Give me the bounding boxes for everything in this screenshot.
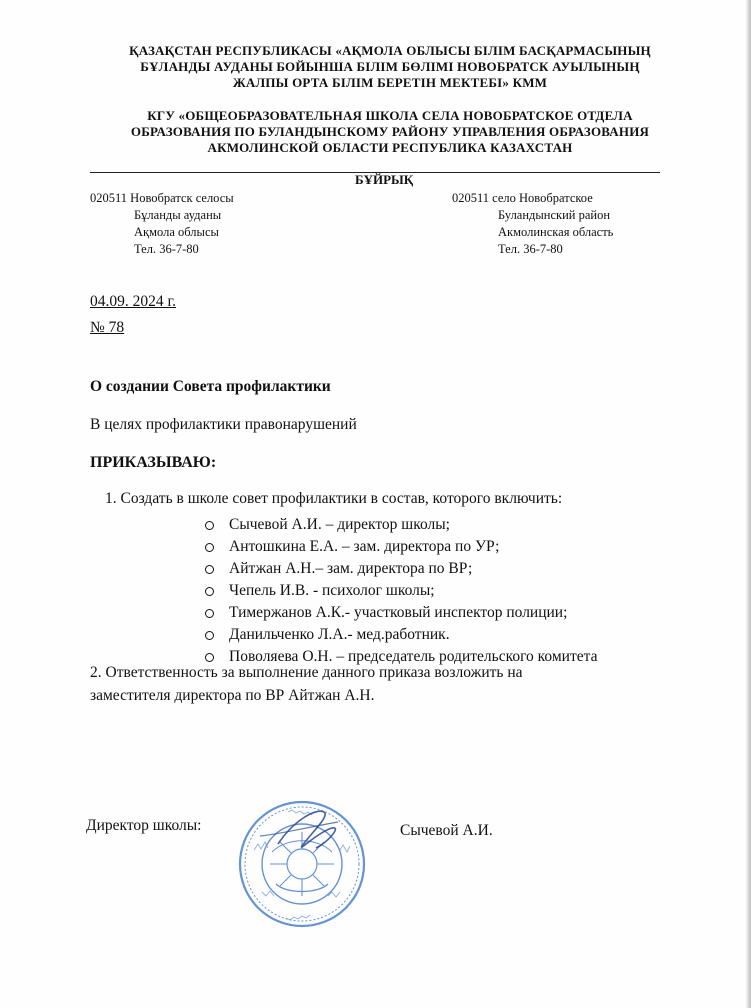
header-ru-line-1: КГУ «ОБЩЕОБРАЗОВАТЕЛЬНАЯ ШКОЛА СЕЛА НОВОБРАТСКОЕ ОТДЕЛА: [147, 108, 633, 123]
list-item: [205, 514, 597, 536]
header-kz-line-1: ҚАЗАҚСТАН РЕСПУБЛИКАСЫ «АҚМОЛА ОБЛЫСЫ БІЛІМ БАСҚАРМАСЫНЫҢ: [129, 43, 651, 58]
member-text: Данильченко Л.А.- мед.работник.: [229, 626, 450, 643]
address-left-line-2: Бұланды ауданы: [134, 208, 222, 222]
list-item: [205, 624, 597, 646]
member-text: Сычевой А.И. – директор школы;: [229, 516, 450, 533]
council-members-list: [205, 514, 597, 668]
address-right-line-4: Тел. 36-7-80: [498, 242, 563, 256]
member-text: Чепель И.В. - психолог школы;: [229, 582, 435, 599]
member-text: Айтжан А.Н.– зам. директора по ВР;: [229, 560, 473, 577]
header-ru-line-2: ОБРАЗОВАНИЯ ПО БУЛАНДЫНСКОМУ РАЙОНУ УПРАВЛЕНИЯ ОБРАЗОВАНИЯ: [130, 124, 650, 139]
signature-title: Директор школы:: [86, 817, 202, 834]
address-left-line-4: Тел. 36-7-80: [134, 242, 199, 256]
list-item: [205, 580, 597, 602]
address-kazakh: [90, 190, 234, 258]
header-kazakh: [40, 43, 740, 91]
order-command: ПРИКАЗЫВАЮ:: [90, 454, 217, 471]
header-kz-line-2: БҰЛАНДЫ АУДАНЫ БОЙЫНША БІЛІМ БӨЛІМІ НОВОБРАТСК АУЫЛЫНЫҢ: [140, 59, 640, 74]
list-item: [205, 536, 597, 558]
address-russian: [452, 190, 613, 258]
order-subject: О создании Совета профилактики: [90, 378, 331, 395]
circle-bullet-icon: [205, 543, 214, 552]
order-purpose: В целях профилактики правонарушений: [90, 416, 357, 433]
header-ru-line-3: АКМОЛИНСКОЙ ОБЛАСТИ РЕСПУБЛИКА КАЗАХСТАН: [207, 140, 573, 155]
order-word: БҰЙРЫҚ: [355, 172, 414, 187]
address-right-line-2: Буландынский район: [498, 208, 611, 222]
circle-bullet-icon: [205, 609, 214, 618]
order-number: № 78: [90, 319, 125, 336]
circle-bullet-icon: [205, 521, 214, 530]
official-seal-icon: [232, 792, 372, 932]
order-date: 04.09. 2024 г.: [90, 293, 176, 310]
header-russian: [40, 108, 740, 156]
member-text: Тимержанов А.К.- участковый инспектор полиции;: [229, 604, 568, 621]
circle-bullet-icon: [205, 565, 214, 574]
signature-name: Сычевой А.И.: [400, 822, 493, 839]
list-item: [205, 602, 597, 624]
header-kz-line-3: ЖАЛПЫ ОРТА БІЛІМ БЕРЕТІН МЕКТЕБІ» КММ: [232, 75, 548, 90]
order-item-2-line-1: 2. Ответственность за выполнение данного приказа возложить на: [90, 664, 523, 681]
circle-bullet-icon: [205, 631, 214, 640]
order-item-1: 1. Создать в школе совет профилактики в состав, которого включить:: [105, 490, 563, 507]
address-right-line-3: Акмолинская область: [498, 225, 614, 239]
list-item: [205, 558, 597, 580]
circle-bullet-icon: [205, 653, 214, 662]
order-item-2-line-2: заместителя директора по ВР Айтжан А.Н.: [90, 687, 375, 704]
address-left-line-3: Ақмола облысы: [134, 225, 219, 239]
page-edge-shadow: [745, 0, 751, 1008]
address-left-line-1: 020511 Новобратск селосы: [90, 191, 234, 205]
circle-bullet-icon: [205, 587, 214, 596]
member-text: Поволяева О.Н. – председатель родительского комитета: [229, 648, 598, 665]
address-right-line-1: 020511 село Новобратское: [452, 191, 593, 205]
member-text: Антошкина Е.А. – зам. директора по УР;: [229, 538, 500, 555]
